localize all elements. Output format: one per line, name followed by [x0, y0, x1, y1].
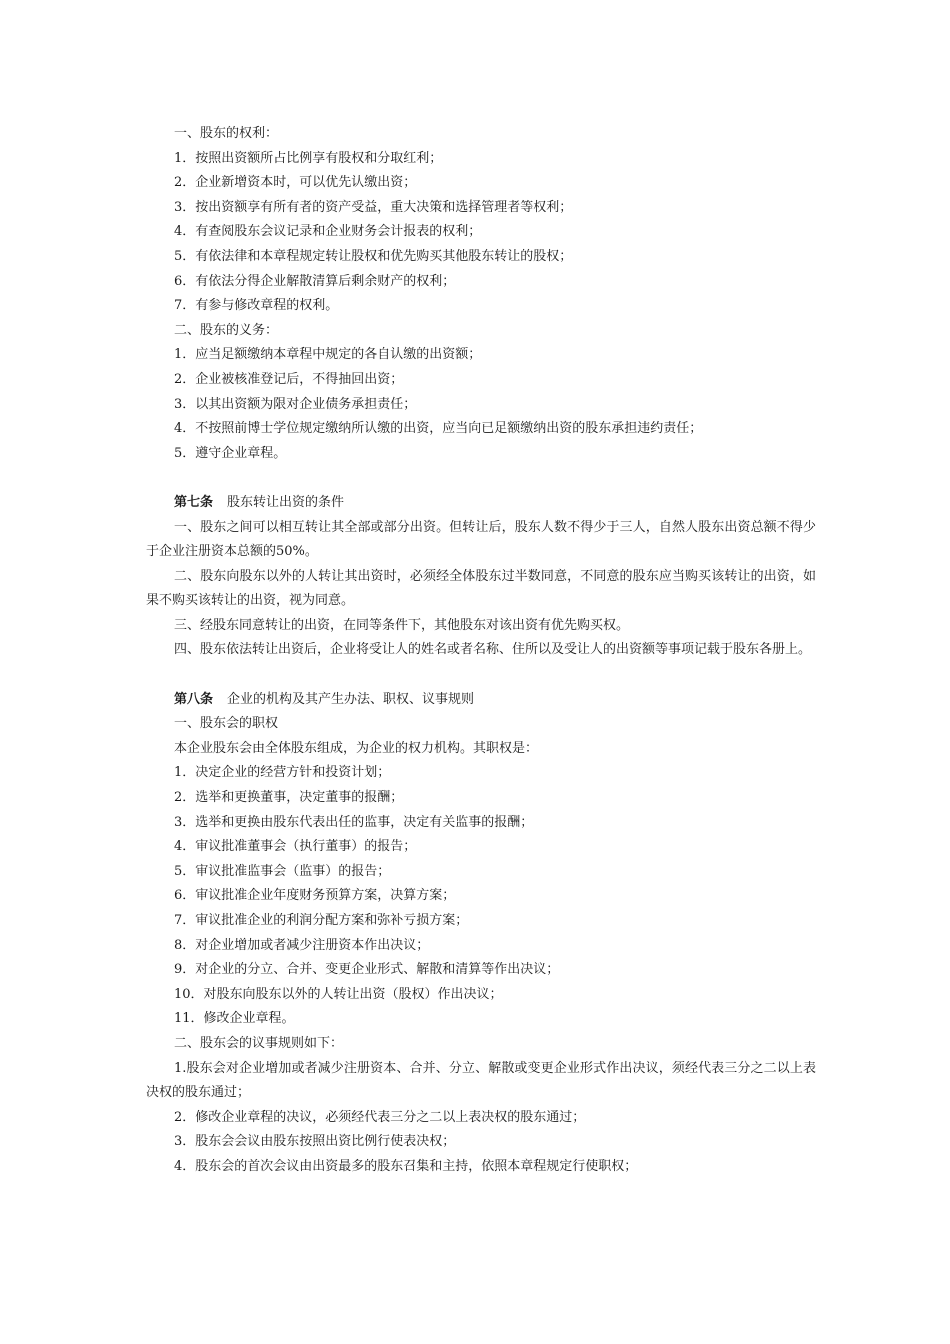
power-item: 4．审议批准董事会（执行董事）的报告； — [174, 839, 417, 855]
article-8-intro: 本企业股东会由全体股东组成，为企业的权力机构。其职权是： — [174, 740, 539, 756]
rule-item: 2．修改企业章程的决议，必须经代表三分之二以上表决权的股东通过； — [174, 1109, 586, 1125]
duties-item: 3．以其出资额为限对企业债务承担责任； — [174, 396, 417, 412]
article-8-heading — [146, 688, 816, 713]
rule-item: 4．股东会的首次会议由出资最多的股东召集和主持，依照本章程规定行使职权； — [174, 1158, 638, 1174]
article-7-paragraph: 四、股东依法转让出资后，企业将受让人的姓名或者名称、住所以及受让人的出资额等事项记载于股东各册上。 — [174, 642, 812, 658]
rights-heading: 一、股东的权利： — [174, 126, 279, 141]
article-8-title: 企业的机构及其产生办法、职权、议事规则 — [227, 691, 475, 707]
power-item: 10．对股东向股东以外的人转让出资（股权）作出决议； — [174, 986, 503, 1002]
power-item: 8．对企业增加或者减少注册资本作出决议； — [174, 937, 430, 953]
rights-item: 6．有依法分得企业解散清算后剩余财产的权利； — [174, 273, 456, 289]
power-item: 9．对企业的分立、合并、变更企业形式、解散和清算等作出决议； — [174, 962, 560, 978]
duties-item: 2．企业被核准登记后，不得抽回出资； — [174, 371, 404, 387]
rule-item: 3．股东会会议由股东按照出资比例行使表决权； — [174, 1134, 456, 1150]
duties-item: 5．遵守企业章程。 — [174, 445, 287, 461]
article-7-paragraph: 二、股东向股东以外的人转让其出资时，必须经全体股东过半数同意，不同意的股东应当购买该转让的出资，如果不购买该转让的出资，视为同意。 — [146, 568, 816, 609]
rights-item: 2．企业新增资本时，可以优先认缴出资； — [174, 175, 417, 191]
spacer — [146, 663, 816, 688]
article-7-heading — [146, 491, 816, 516]
power-item: 6．审议批准企业年度财务预算方案，决算方案； — [174, 888, 456, 904]
article-8-subheading: 二、股东会的议事规则如下： — [174, 1035, 344, 1051]
article-8-subheading: 一、股东会的职权 — [174, 716, 279, 732]
power-item: 2．选举和更换董事，决定董事的报酬； — [174, 790, 404, 806]
power-item: 3．选举和更换由股东代表出任的监事，决定有关监事的报酬； — [174, 814, 534, 830]
rights-item: 7．有参与修改章程的权利。 — [174, 298, 339, 314]
article-8-label: 第八条 — [174, 691, 214, 707]
duties-item: 1．应当足额缴纳本章程中规定的各自认缴的出资额； — [174, 347, 482, 363]
rights-item: 1．按照出资额所占比例享有股权和分取红利； — [174, 150, 443, 166]
rule-item: 1.股东会对企业增加或者减少注册资本、合并、分立、解散或变更企业形式作出决议，须经代表三分之二以上表决权的股东通过； — [146, 1060, 816, 1101]
duties-item: 4．不按照前博士学位规定缴纳所认缴的出资，应当向已足额缴纳出资的股东承担违约责任； — [174, 421, 703, 437]
article-7-paragraph: 三、经股东同意转让的出资，在同等条件下，其他股东对该出资有优先购买权。 — [174, 617, 630, 633]
power-item: 7．审议批准企业的利润分配方案和弥补亏损方案； — [174, 913, 469, 928]
power-item: 11．修改企业章程。 — [174, 1011, 295, 1027]
article-7-paragraph: 一、股东之间可以相互转让其全部或部分出资。但转让后，股东人数不得少于三人，自然人股东出资总额不得少于企业注册资本总额的50%。 — [146, 519, 816, 560]
rights-item: 5．有依法律和本章程规定转让股权和优先购买其他股东转让的股权； — [174, 248, 573, 264]
rights-item: 4．有查阅股东会议记录和企业财务会计报表的权利； — [174, 224, 482, 240]
rights-item: 3．按出资额享有所有者的资产受益，重大决策和选择管理者等权利； — [174, 199, 573, 215]
article-7-title: 股东转让出资的条件 — [227, 494, 345, 510]
power-item: 5．审议批准监事会（监事）的报告； — [174, 863, 391, 879]
spacer — [146, 466, 816, 491]
power-item: 1．决定企业的经营方针和投资计划； — [174, 765, 391, 781]
document-page — [146, 122, 816, 1180]
duties-heading: 二、股东的义务： — [174, 322, 279, 338]
article-7-label: 第七条 — [174, 494, 214, 510]
